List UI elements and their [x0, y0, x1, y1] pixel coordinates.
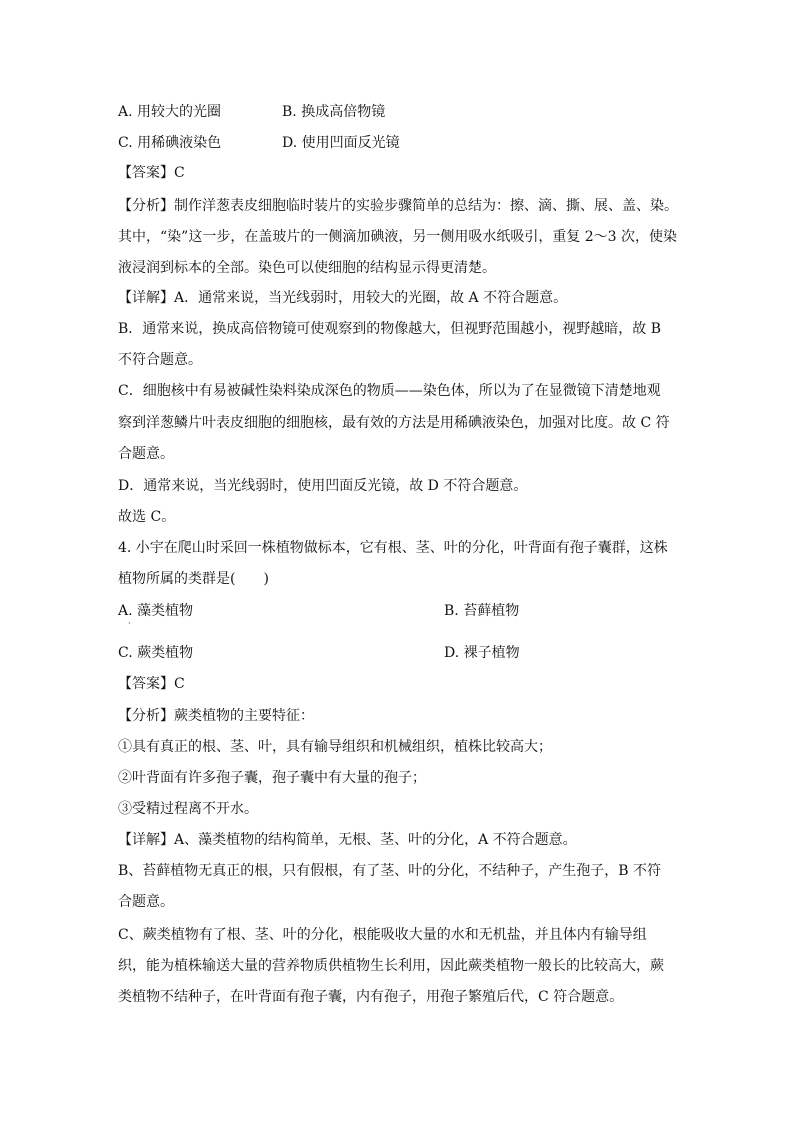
q3-analysis-line: 液浸润到标本的全部。染色可以使细胞的结构显示得更清楚。	[118, 260, 496, 276]
q3-analysis-line: 其中，“染”这一步，在盖玻片的一侧滴加碘液，另一侧用吸水纸吸引，重复 2～3 次，使染	[118, 229, 678, 245]
q3-detail-line: C．细胞核中有易被碱性染料染成深色的物质——染色体，所以为了在显微镜下清楚地观	[118, 383, 661, 399]
q4-stem-line: 4. 小宇在爬山时采回一株植物做标本，它有根、茎、叶的分化，叶背面有孢子囊群，这株	[118, 540, 668, 556]
q4-analysis-line: ③受精过程离不开水。	[118, 801, 258, 817]
q3-option-a: A. 用较大的光圈	[118, 104, 222, 120]
q3-detail-line: 察到洋葱鳞片叶表皮细胞的细胞核，最有效的方法是用稀碘液染色，加强对比度。故 C 符	[118, 415, 670, 431]
q4-analysis-line: 【分析】蕨类植物的主要特征：	[118, 708, 314, 724]
q3-answer: 【答案】C	[118, 165, 185, 181]
q3-detail-line: 合题意。	[118, 446, 174, 462]
q4-detail-line: C、蕨类植物有了根、茎、叶的分化，根能吸收大量的水和无机盐，并且体内有输导组	[118, 927, 647, 943]
q3-option-b: B. 换成高倍物镜	[282, 104, 386, 120]
q3-option-c: C. 用稀碘液染色	[118, 135, 222, 151]
q3-detail-line: D．通常来说，当光线弱时，使用凹面反光镜，故 D 不符合题意。	[118, 478, 528, 494]
q4-analysis-line: ②叶背面有许多孢子囊，孢子囊中有大量的孢子；	[118, 770, 426, 786]
q4-option-d: D. 裸子植物	[444, 645, 520, 661]
q3-option-d: D. 使用凹面反光镜	[282, 135, 400, 151]
stray-dot: ·	[128, 619, 131, 628]
q4-detail-line: B、苔藓植物无真正的根，只有假根，有了茎、叶的分化，不结种子，产生孢子，B 不符	[118, 863, 662, 879]
q4-option-c: C. 蕨类植物	[118, 645, 194, 661]
q4-option-b: B. 苔藓植物	[444, 603, 520, 619]
q4-stem-line: 植物所属的类群是( )	[118, 571, 269, 587]
q4-detail-line: 【详解】A、藻类植物的结构简单，无根、茎、叶的分化，A 不符合题意。	[118, 832, 577, 848]
q3-analysis-line: 【分析】制作洋葱表皮细胞临时装片的实验步骤简单的总结为：擦、滴、撕、展、盖、染。	[118, 198, 678, 214]
q3-detail-line: 不符合题意。	[118, 352, 202, 368]
q4-detail-line: 类植物不结种子，在叶背面有孢子囊，内有孢子，用孢子繁殖后代，C 符合题意。	[118, 989, 624, 1005]
q3-conclusion: 故选 C。	[118, 509, 176, 525]
q4-detail-line: 合题意。	[118, 894, 174, 910]
q4-answer: 【答案】C	[118, 676, 185, 692]
q3-detail-line: 【详解】A．通常来说，当光线弱时，用较大的光圈，故 A 不符合题意。	[118, 290, 568, 306]
q4-option-a: A. 藻类植物	[118, 603, 194, 619]
q4-detail-line: 织，能为植株输送大量的营养物质供植物生长利用，因此蕨类植物一般长的比较高大，蕨	[118, 958, 664, 974]
q4-analysis-line: ①具有真正的根、茎、叶，具有输导组织和机械组织，植株比较高大；	[118, 739, 552, 755]
q3-detail-line: B．通常来说，换成高倍物镜可使观察到的物像越大，但视野范围越小，视野越暗，故 B	[118, 321, 662, 337]
